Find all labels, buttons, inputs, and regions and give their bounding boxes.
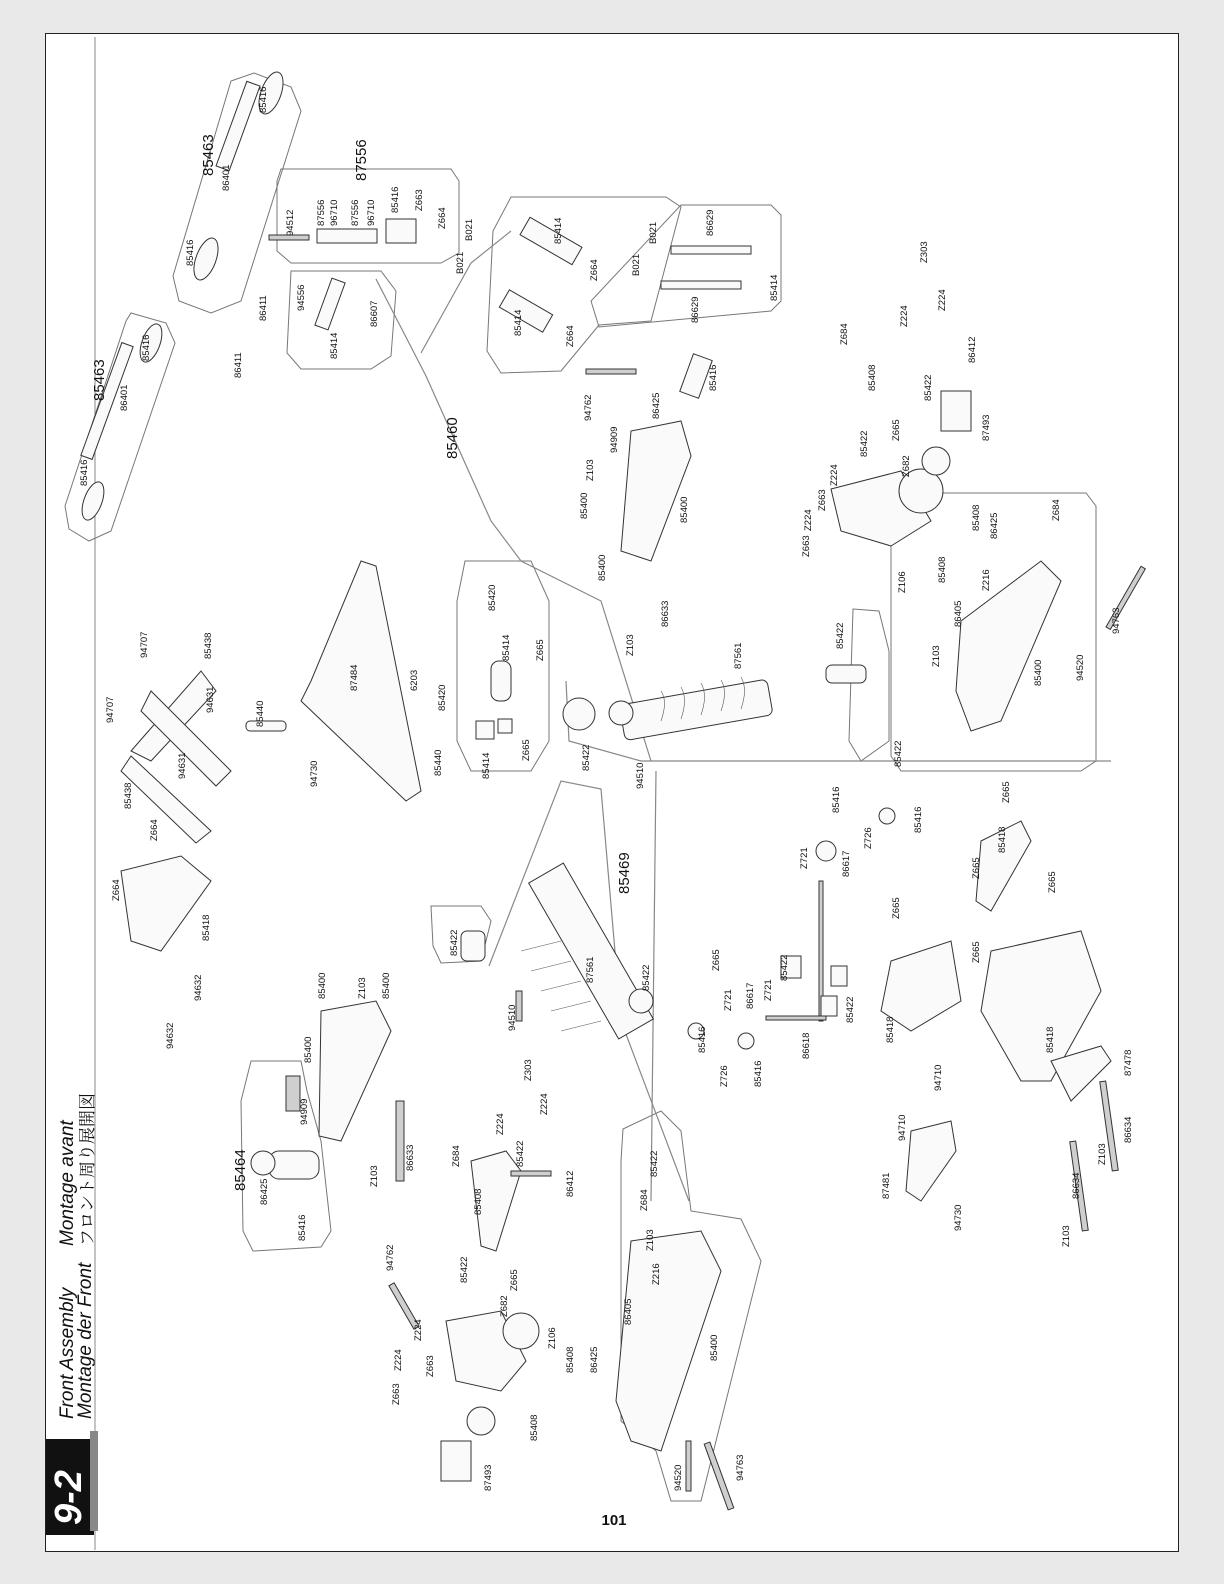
part-label: 94520 xyxy=(1075,654,1086,681)
part-label: 87561 xyxy=(733,642,744,669)
part-label: Z665 xyxy=(971,857,982,879)
part-label: 94707 xyxy=(105,696,116,723)
part-label: Z663 xyxy=(414,189,425,211)
part-label: 87556 xyxy=(316,199,327,226)
part-label: 85438 xyxy=(123,782,134,809)
badge-shadow xyxy=(90,1431,98,1531)
part-label: 85408 xyxy=(937,556,948,583)
part-label: 94510 xyxy=(635,762,646,789)
part-label: 87493 xyxy=(981,414,992,441)
part-label: Z224 xyxy=(899,305,910,327)
part-label: 86633 xyxy=(405,1144,416,1171)
part-label: 85416 xyxy=(258,86,269,113)
part-label: 85422 xyxy=(649,1150,660,1177)
part-label: 85408 xyxy=(473,1188,484,1215)
part-label: 85422 xyxy=(459,1256,470,1283)
part-label: 85400 xyxy=(579,492,590,519)
part-label: Z224 xyxy=(393,1349,404,1371)
part-label: 94730 xyxy=(309,760,320,787)
part-label: B021 xyxy=(631,253,642,276)
part-label: 85422 xyxy=(835,622,846,649)
part-label: Z106 xyxy=(897,571,908,593)
part-label: 94556 xyxy=(296,284,307,311)
part-label: Z682 xyxy=(901,455,912,477)
part-label: 94632 xyxy=(193,974,204,1001)
part-label: 86634 xyxy=(1123,1116,1134,1143)
group-label-87556: 87556 xyxy=(353,139,370,181)
part-label: 85422 xyxy=(641,964,652,991)
part-label: 85414 xyxy=(329,332,340,359)
part-label: 85408 xyxy=(565,1346,576,1373)
part-label: Z665 xyxy=(509,1269,520,1291)
part-label: 85416 xyxy=(141,334,152,361)
group-label-85464: 85464 xyxy=(232,1149,249,1191)
part-label: 85414 xyxy=(769,274,780,301)
part-label: Z665 xyxy=(711,949,722,971)
part-label: 86411 xyxy=(258,295,269,321)
part-label: 86401 xyxy=(221,164,232,191)
part-label: 87493 xyxy=(483,1464,494,1491)
part-label: 87484 xyxy=(349,664,360,691)
part-label: 94510 xyxy=(507,1004,518,1031)
part-label: 85416 xyxy=(753,1060,764,1087)
group-label-85463-a: 85463 xyxy=(200,134,217,176)
part-label: 94763 xyxy=(735,1454,746,1481)
part-label: Z663 xyxy=(425,1355,436,1377)
part-label: 87561 xyxy=(585,956,596,983)
part-label: Z216 xyxy=(981,569,992,591)
part-label: 86425 xyxy=(259,1178,270,1205)
part-label: 86425 xyxy=(589,1346,600,1373)
diagram-sheet xyxy=(45,33,1179,1552)
part-label: Z216 xyxy=(651,1263,662,1285)
part-label: 85422 xyxy=(845,996,856,1023)
section-number: 9-2 xyxy=(48,1470,90,1525)
part-label: 87481 xyxy=(881,1172,892,1199)
part-label: 87556 xyxy=(350,199,361,226)
part-label: 85414 xyxy=(553,217,564,244)
part-label: 86633 xyxy=(660,600,671,627)
part-label: Z663 xyxy=(817,489,828,511)
part-label: Z664 xyxy=(111,879,122,901)
part-label: 86617 xyxy=(841,850,852,877)
part-label: 85422 xyxy=(923,374,934,401)
part-label: 94710 xyxy=(933,1064,944,1091)
part-label: Z665 xyxy=(971,941,982,963)
part-label: 85420 xyxy=(437,684,448,711)
part-label: 85422 xyxy=(779,954,790,981)
part-label: Z103 xyxy=(625,634,636,656)
part-label: Z224 xyxy=(539,1093,550,1115)
part-label: Z664 xyxy=(565,325,576,347)
part-label: 85400 xyxy=(597,554,608,581)
part-label: 85400 xyxy=(709,1334,720,1361)
part-label: 94631 xyxy=(177,752,188,779)
part-label: 85408 xyxy=(971,504,982,531)
part-label: 94512 xyxy=(285,209,296,236)
part-label: 85400 xyxy=(381,972,392,999)
group-outlines xyxy=(65,73,1096,1501)
part-label: 85400 xyxy=(303,1036,314,1063)
part-label: B021 xyxy=(455,251,466,274)
part-label: 85416 xyxy=(297,1214,308,1241)
part-label: Z103 xyxy=(357,977,368,999)
part-label: Z721 xyxy=(763,979,774,1001)
part-label: Z103 xyxy=(645,1229,656,1251)
section-title-en: Front Assembly xyxy=(57,1287,78,1419)
part-label: Z684 xyxy=(839,323,850,345)
part-label: 94632 xyxy=(165,1022,176,1049)
part-label: 85416 xyxy=(708,364,719,391)
part-label: 85414 xyxy=(513,309,524,336)
part-label: 94762 xyxy=(583,394,594,421)
part-label: Z665 xyxy=(535,639,546,661)
section-title-de: Montage der Front xyxy=(75,1262,96,1419)
part-label: Z664 xyxy=(149,819,160,841)
part-label: 85418 xyxy=(885,1016,896,1043)
part-label: 85416 xyxy=(185,239,196,266)
part-label: Z664 xyxy=(589,259,600,281)
part-label: 6203 xyxy=(409,669,420,691)
part-label: Z103 xyxy=(585,459,596,481)
group-label-85460: 85460 xyxy=(444,417,461,459)
part-label: 94520 xyxy=(673,1464,684,1491)
part-label: Z665 xyxy=(891,897,902,919)
exploded-parts-diagram xyxy=(46,34,1177,1550)
part-label: 86629 xyxy=(690,296,701,323)
part-label: Z726 xyxy=(719,1065,730,1087)
part-label: 94631 xyxy=(205,686,216,713)
part-label: 86405 xyxy=(623,1298,634,1325)
part-label: 86412 xyxy=(565,1170,576,1197)
part-label: 85422 xyxy=(581,744,592,771)
part-label: 85418 xyxy=(997,826,1008,853)
part-label: Z665 xyxy=(1047,871,1058,893)
part-label: Z721 xyxy=(799,847,810,869)
part-label: 94909 xyxy=(299,1098,310,1125)
part-label: 86634 xyxy=(1071,1172,1082,1199)
part-label: Z224 xyxy=(413,1319,424,1341)
part-label: 86618 xyxy=(801,1032,812,1059)
part-label: 85418 xyxy=(1045,1026,1056,1053)
part-label: Z224 xyxy=(495,1113,506,1135)
part-label: 85422 xyxy=(515,1140,526,1167)
part-label: Z684 xyxy=(1051,499,1062,521)
part-label: 85416 xyxy=(79,459,90,486)
part-label: Z664 xyxy=(437,207,448,229)
part-label: 85414 xyxy=(501,634,512,661)
part-label: 85422 xyxy=(449,929,460,956)
part-label: Z103 xyxy=(1097,1143,1108,1165)
part-label: 86412 xyxy=(967,336,978,363)
part-label: 94909 xyxy=(609,426,620,453)
part-label: 85420 xyxy=(487,584,498,611)
part-label: 85400 xyxy=(1033,659,1044,686)
part-label: 85400 xyxy=(317,972,328,999)
part-label: Z103 xyxy=(369,1165,380,1187)
part-label: 96710 xyxy=(366,199,377,226)
part-label: Z665 xyxy=(1001,781,1012,803)
part-label: 86401 xyxy=(119,384,130,411)
part-label: 85422 xyxy=(893,740,904,767)
part-label: 86405 xyxy=(953,600,964,627)
part-label: Z684 xyxy=(451,1145,462,1167)
part-label: B021 xyxy=(464,218,475,241)
part-labels xyxy=(79,87,1134,1491)
part-label: 85440 xyxy=(255,700,266,727)
part-label: Z224 xyxy=(829,464,840,486)
part-label: 85416 xyxy=(831,786,842,813)
part-label: 94710 xyxy=(897,1114,908,1141)
part-label: Z224 xyxy=(803,509,814,531)
group-label-85463-b: 85463 xyxy=(91,359,108,401)
page-number: 101 xyxy=(601,1512,627,1529)
part-label: 94730 xyxy=(953,1204,964,1231)
part-label: 85440 xyxy=(433,749,444,776)
part-label: 85418 xyxy=(201,914,212,941)
part-label: Z224 xyxy=(937,289,948,311)
part-label: Z726 xyxy=(863,827,874,849)
part-label: 96710 xyxy=(329,199,340,226)
part-label: Z682 xyxy=(499,1295,510,1317)
part-label: 85416 xyxy=(697,1026,708,1053)
section-title-fr: Montage avant xyxy=(57,1120,78,1246)
part-label: 94763 xyxy=(1111,607,1122,634)
part-label: 86425 xyxy=(651,392,662,419)
exploded-part-drawings-icon xyxy=(78,69,1146,1510)
part-label: B021 xyxy=(648,221,659,244)
section-title-jp: フロント周り展開図 xyxy=(78,1093,98,1246)
part-label: 85438 xyxy=(203,632,214,659)
part-label: Z303 xyxy=(523,1059,534,1081)
part-label: 85408 xyxy=(529,1414,540,1441)
part-label: Z665 xyxy=(521,739,532,761)
part-label: Z103 xyxy=(1061,1225,1072,1247)
part-label: 94762 xyxy=(385,1244,396,1271)
part-label: 86607 xyxy=(369,300,380,327)
part-label: 85422 xyxy=(859,430,870,457)
part-label: Z721 xyxy=(723,989,734,1011)
part-label: Z663 xyxy=(391,1383,402,1405)
part-label: 85416 xyxy=(390,186,401,213)
part-label: Z684 xyxy=(639,1189,650,1211)
part-label: 86425 xyxy=(989,512,1000,539)
part-label: 86411 xyxy=(233,352,244,378)
part-label: Z663 xyxy=(801,535,812,557)
part-label: 85416 xyxy=(913,806,924,833)
part-label: Z303 xyxy=(919,241,930,263)
group-label-85469: 85469 xyxy=(616,852,633,894)
part-label: 87478 xyxy=(1123,1049,1134,1076)
part-label: Z103 xyxy=(931,645,942,667)
part-label: Z106 xyxy=(547,1327,558,1349)
part-label: Z665 xyxy=(891,419,902,441)
part-label: 86617 xyxy=(745,982,756,1009)
part-label: 85408 xyxy=(867,364,878,391)
part-label: 86629 xyxy=(705,209,716,236)
part-label: 85414 xyxy=(481,752,492,779)
part-label: 85400 xyxy=(679,496,690,523)
part-label: 94707 xyxy=(139,631,150,658)
